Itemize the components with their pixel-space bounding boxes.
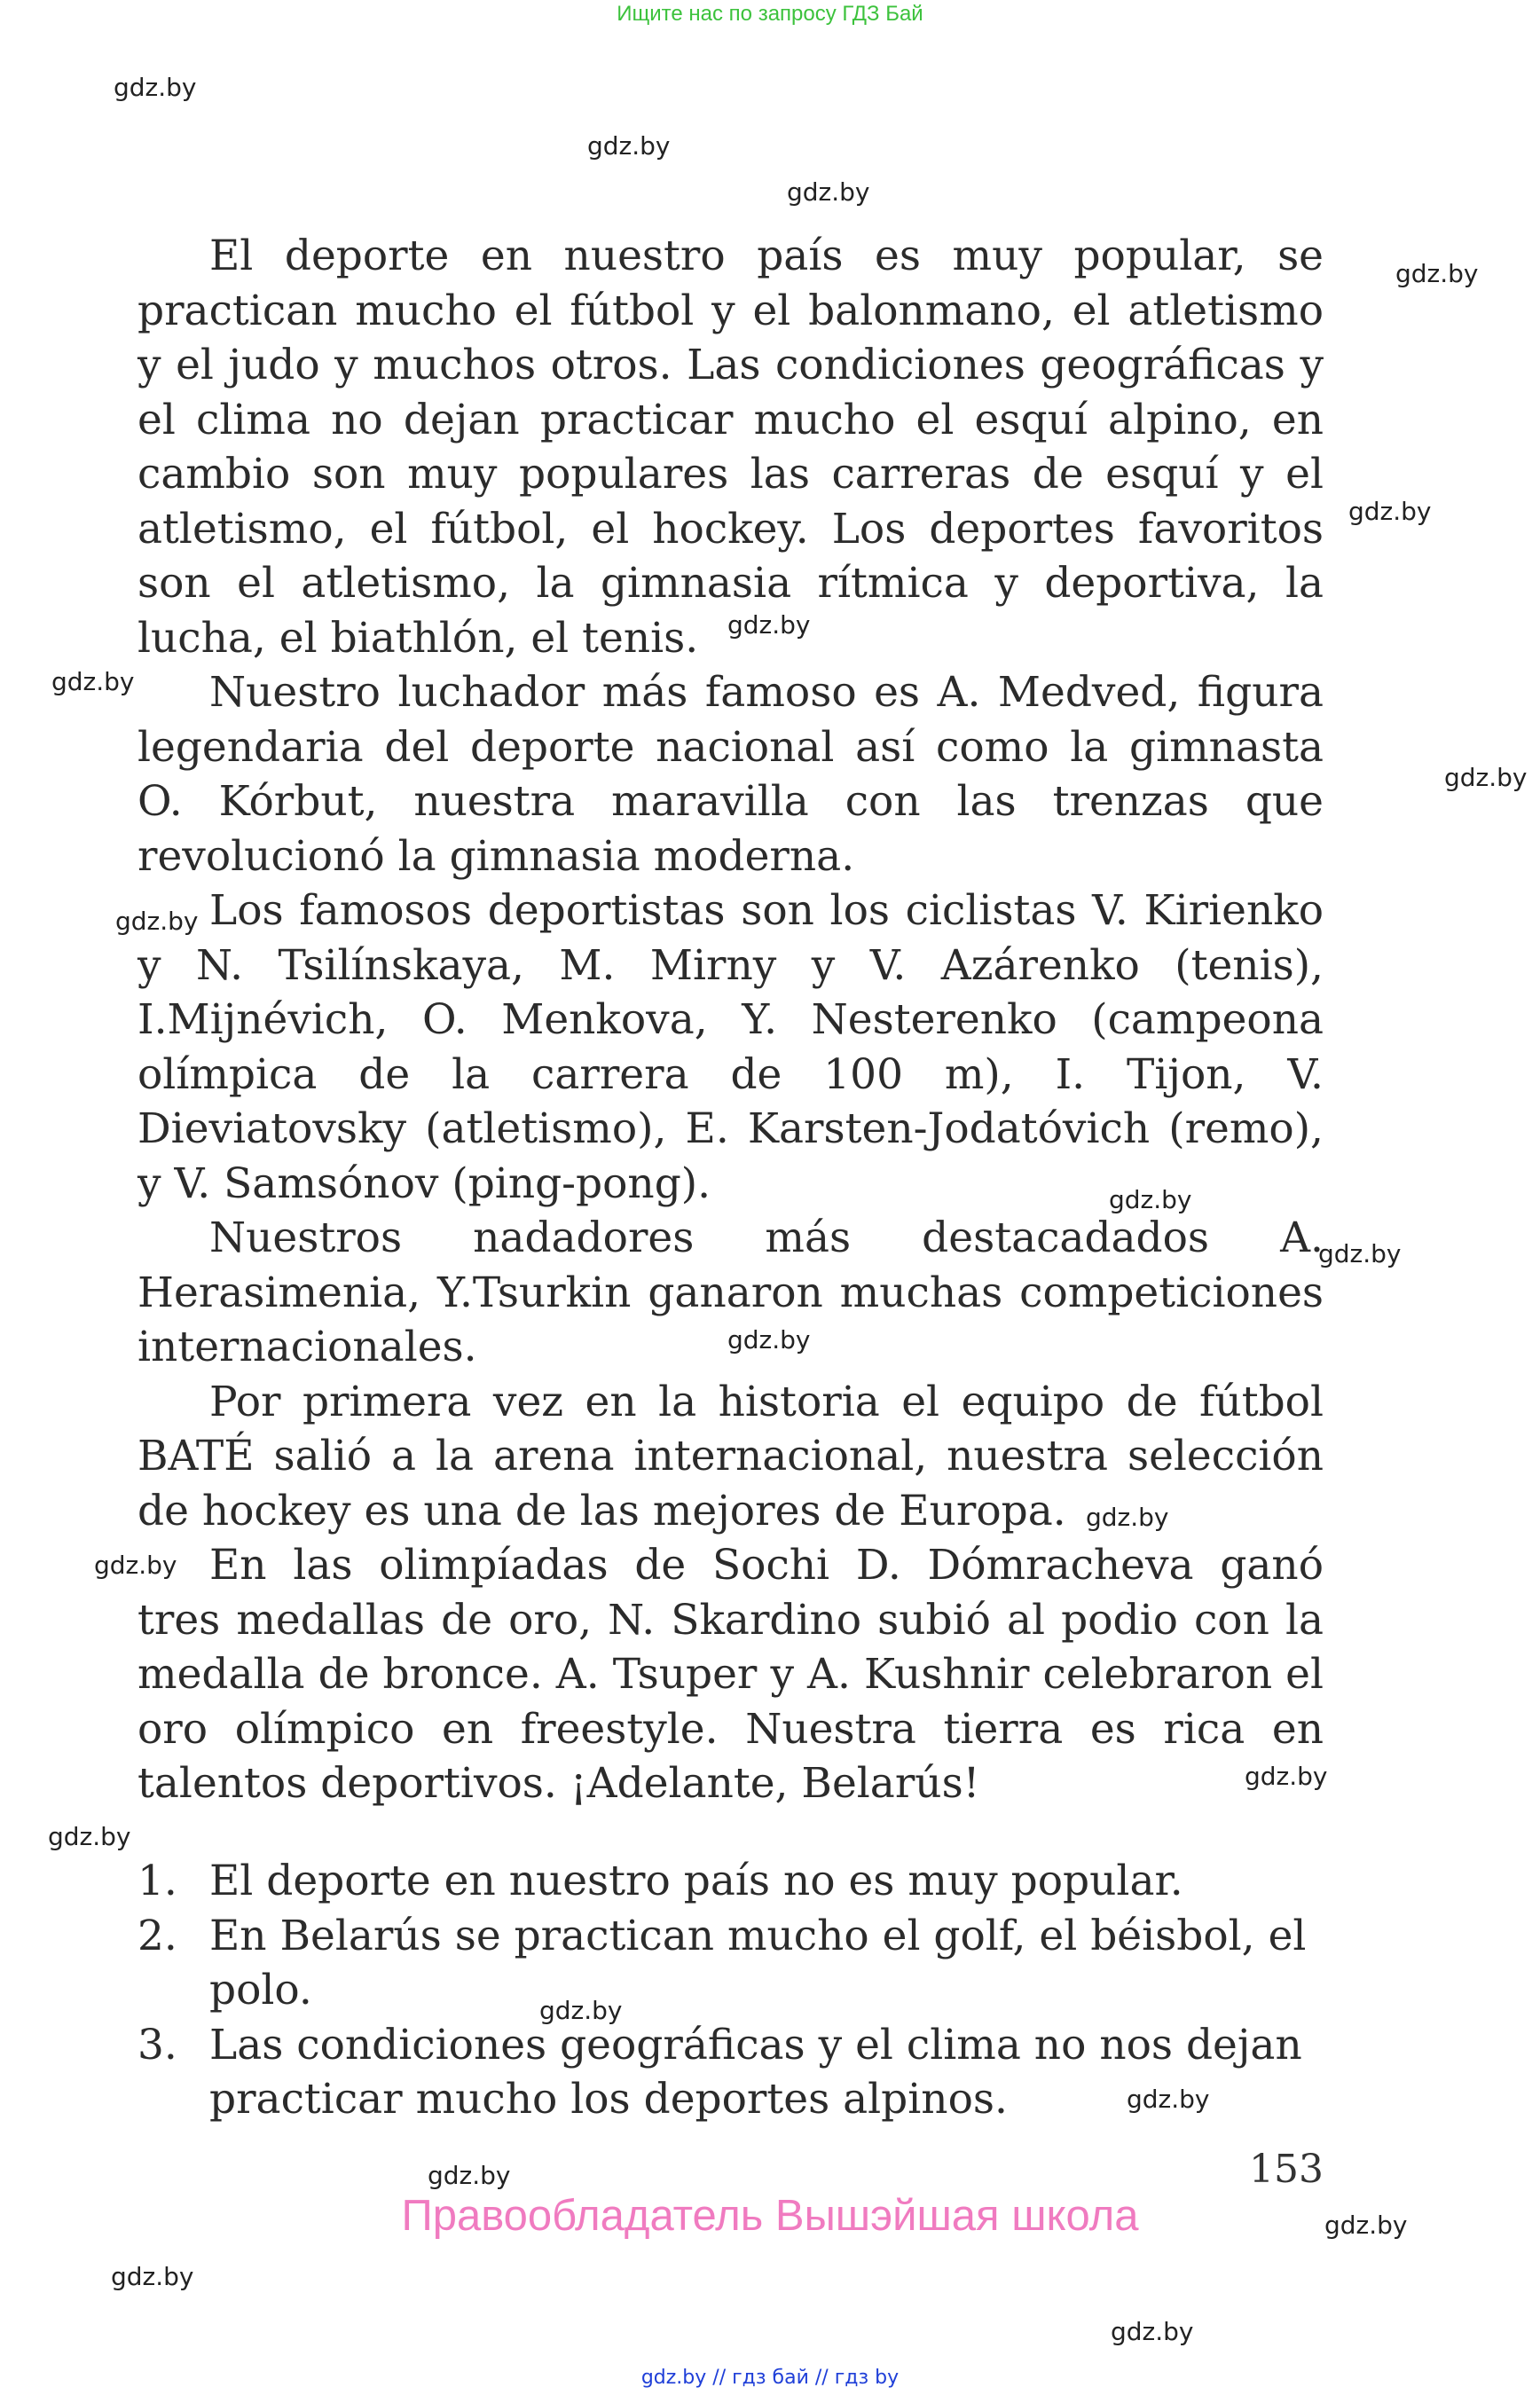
- item-text: El deporte en nuestro país no es muy popular.: [209, 1857, 1183, 1905]
- paragraph-sports-overview: El deporte en nuestro país es muy popular, se practican mucho el fútbol y el balonmano, el atletismo y el judo y muchos otros. Las condiciones geográficas y el clima no dejan practicar mucho el esquí alpino, en cambio son muy populares las carreras de esquí y el atletismo, el fútbol, el hockey. Los deportes favoritos son el atletismo, la gimnasia rítmica y deportiva, la lucha, el biathlón, el tenis.: [138, 232, 1324, 663]
- paragraph-bate-hockey: Por primera vez en la historia el equipo de fútbol BATÉ salió a la arena internacional, nuestra selección de hockey es una de las mejores de Europa.: [138, 1377, 1324, 1535]
- item-text: En Belarús se practican mucho el golf, el béisbol, el polo.: [209, 1911, 1307, 2014]
- watermark: gdz.by: [587, 131, 671, 161]
- watermark: gdz.by: [1395, 259, 1479, 288]
- watermark: gdz.by: [1245, 1762, 1328, 1791]
- watermark: gdz.by: [115, 907, 199, 936]
- list-item: [138, 2018, 1324, 2127]
- statement-list: [138, 1854, 1324, 2127]
- watermark: gdz.by: [1444, 763, 1528, 792]
- watermark: gdz.by: [787, 177, 870, 207]
- watermark: gdz.by: [1127, 2085, 1210, 2114]
- item-number: 1.: [138, 1857, 177, 1905]
- paragraph-famous-athletes: Los famosos deportistas son los ciclistas V. Kirienko y N. Tsilínskaya, M. Mirny y V. Azárenko (tenis), I.Mijnévich, O. Menkova, Y. Nesterenko (campeona olímpica de la carrera de 100 m), I. Tijon, V. Dieviatovsky (atletismo), E. Karsten-Jodatóvich (remo), y V. Samsónov (ping-pong).: [138, 886, 1324, 1208]
- watermark: gdz.by: [1318, 1239, 1402, 1268]
- watermark: gdz.by: [428, 2161, 511, 2190]
- paragraph-sochi-olympics: En las olimpíadas de Sochi D. Dómracheva ganó tres medallas de oro, N. Skardino subió al podio con la medalla de bronce. A. Tsuper y A. Kushnir celebraron el oro olímpico en freestyle. Nuestra tierra es rica en talentos deportivos. ¡Adelante, Belarús!: [138, 1541, 1324, 1808]
- watermark: gdz.by: [114, 73, 197, 102]
- watermark: gdz.by: [111, 2262, 194, 2291]
- watermark: gdz.by: [48, 1822, 131, 1851]
- watermark: gdz.by: [94, 1551, 177, 1580]
- item-number: 2.: [138, 1911, 177, 1960]
- item-number: 3.: [138, 2020, 177, 2069]
- watermark: gdz.by: [727, 1325, 811, 1355]
- copyright-notice: Правообладатель Вышэйшая школа: [401, 2192, 1139, 2240]
- footer-links[interactable]: gdz.by // гдз бай // гдз by: [640, 2367, 900, 2389]
- paragraph-swimmers: Nuestros nadadores más destacadados A. Herasimenia, Y.Tsurkin ganaron muchas competiciones internacionales.: [138, 1213, 1324, 1371]
- watermark: gdz.by: [1086, 1503, 1169, 1532]
- watermark: gdz.by: [539, 1996, 623, 2025]
- list-item: [138, 1909, 1324, 2018]
- watermark: gdz.by: [1348, 497, 1432, 526]
- page-number: 153: [1249, 2147, 1324, 2192]
- watermark: gdz.by: [1111, 2317, 1194, 2346]
- watermark: gdz.by: [727, 610, 811, 640]
- reading-text: [138, 229, 1324, 1811]
- watermark: gdz.by: [1109, 1185, 1192, 1214]
- top-banner[interactable]: Ищите нас по запросу ГДЗ Бай: [617, 2, 923, 26]
- paragraph-medved-korbut: Nuestro luchador más famoso es A. Medved, figura legendaria del deporte nacional así como la gimnasta O. Kórbut, nuestra maravilla con las trenzas que revolucionó la gimnasia moderna.: [138, 668, 1324, 881]
- list-item: [138, 1854, 1324, 1909]
- watermark: gdz.by: [51, 667, 135, 696]
- watermark: gdz.by: [1324, 2211, 1408, 2240]
- item-text: Las condiciones geográficas y el clima no nos dejan practicar mucho los deportes alpinos.: [209, 2020, 1302, 2124]
